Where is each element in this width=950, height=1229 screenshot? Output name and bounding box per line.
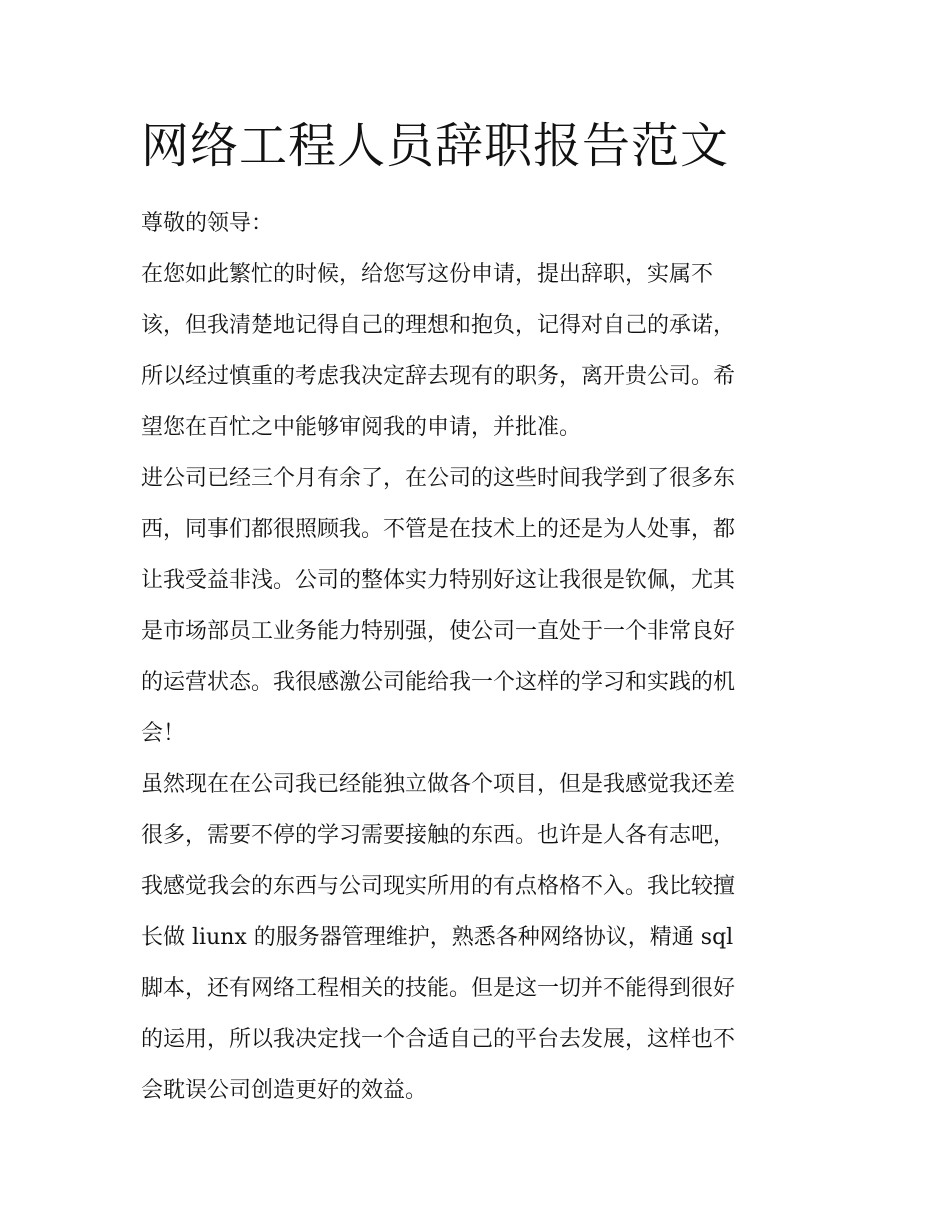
paragraph-line: 脚本，还有网络工程相关的技能。但是这一切并不能得到很好 bbox=[141, 976, 736, 1001]
paragraph-line: 进公司已经三个月有余了，在公司的这些时间我学到了很多东 bbox=[141, 466, 736, 491]
paragraph-line: 西，同事们都很照顾我。不管是在技术上的还是为人处事，都 bbox=[141, 517, 736, 542]
paragraph-line: 该，但我清楚地记得自己的理想和抱负，记得对自己的承诺， bbox=[141, 313, 736, 338]
document-body bbox=[141, 112, 813, 1116]
paragraph-line: 我感觉我会的东西与公司现实所用的有点格格不入。我比较擅 bbox=[141, 874, 736, 899]
paragraph-line: 的运营状态。我很感激公司能给我一个这样的学习和实践的机 bbox=[141, 670, 736, 695]
paragraph-line: 在您如此繁忙的时候，给您写这份申请，提出辞职，实属不 bbox=[141, 262, 714, 287]
paragraph-line: 虽然现在在公司我已经能独立做各个项目，但是我感觉我还差 bbox=[141, 772, 736, 797]
paragraph-line: 望您在百忙之中能够审阅我的申请，并批准。 bbox=[141, 415, 582, 440]
paragraph-2 bbox=[141, 453, 813, 759]
paragraph-line: 所以经过慎重的考虑我决定辞去现有的职务，离开贵公司。希 bbox=[141, 364, 736, 389]
paragraph-line: 很多，需要不停的学习需要接触的东西。也许是人各有志吧， bbox=[141, 823, 736, 848]
document-title: 网络工程人员辞职报告范文 bbox=[141, 118, 730, 174]
paragraph-3 bbox=[141, 759, 813, 1116]
paragraph-line: 长做 liunx 的服务器管理维护，熟悉各种网络协议，精通 sql bbox=[141, 925, 734, 950]
paragraph-line: 让我受益非浅。公司的整体实力特别好这让我很是钦佩，尤其 bbox=[141, 568, 736, 593]
salutation: 尊敬的领导： bbox=[141, 211, 274, 236]
paragraph-line: 会！ bbox=[141, 721, 186, 746]
paragraph-line: 是市场部员工业务能力特别强，使公司一直处于一个非常良好 bbox=[141, 619, 736, 644]
paragraph-line: 的运用，所以我决定找一个合适自己的平台去发展，这样也不 bbox=[141, 1027, 736, 1052]
paragraph-1 bbox=[141, 249, 813, 453]
paragraph-line: 会耽误公司创造更好的效益。 bbox=[141, 1078, 428, 1103]
